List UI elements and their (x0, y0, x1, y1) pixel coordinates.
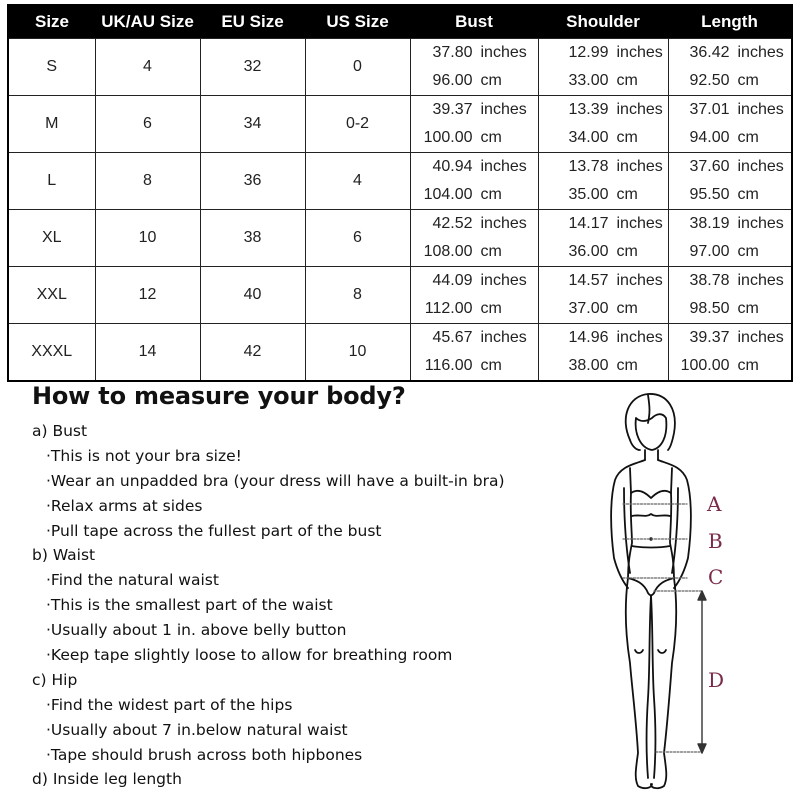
cm-value: 98.50 (689, 300, 730, 317)
cell-eu: 34 (200, 96, 305, 153)
inches-value: 42.52 (432, 215, 473, 232)
inches-line (669, 96, 792, 124)
cm-line (539, 295, 668, 323)
cm-value: 36.00 (568, 243, 609, 260)
cm-unit: cm (616, 243, 638, 260)
cell-eu: 32 (200, 39, 305, 96)
inches-unit: inches (737, 215, 784, 232)
cm-line (669, 352, 792, 380)
bullet-item: ·This is the smallest part of the waist (46, 596, 333, 615)
how-to-measure-section (32, 378, 592, 792)
cm-value: 92.50 (689, 72, 730, 89)
inches-value: 37.80 (432, 44, 473, 61)
bullet-item: ·Find the natural waist (46, 571, 219, 590)
cm-unit: cm (480, 186, 502, 203)
cm-unit: cm (737, 129, 759, 146)
inches-line (411, 39, 538, 67)
inches-value: 38.78 (689, 272, 730, 289)
table-row (8, 153, 792, 210)
header-bust: Bust (410, 5, 538, 39)
section-hip-label: c) Hip (32, 670, 78, 689)
section-inside-leg-label: d) Inside leg length (32, 770, 182, 789)
inches-value: 39.37 (689, 329, 730, 346)
cm-unit: cm (480, 129, 502, 146)
inches-unit: inches (616, 44, 663, 61)
inches-unit: inches (480, 101, 527, 118)
inches-line (539, 210, 668, 238)
label-b-waist: B (708, 529, 723, 553)
inches-value: 13.78 (568, 158, 609, 175)
cm-unit: cm (616, 186, 638, 203)
cell-length (668, 96, 792, 153)
cell-eu: 42 (200, 324, 305, 382)
label-d-inside-leg: D (708, 668, 725, 692)
bullet-item: ·Wear an unpadded bra (your dress will have a built-in bra) (46, 471, 505, 490)
inches-unit: inches (616, 158, 663, 175)
cm-line (669, 181, 792, 209)
inches-value: 14.96 (568, 329, 609, 346)
cm-unit: cm (737, 357, 759, 374)
cell-uk-au: 14 (95, 324, 200, 382)
inches-unit: inches (616, 215, 663, 232)
cm-value: 100.00 (423, 129, 473, 146)
inches-value: 36.42 (689, 44, 730, 61)
inches-value: 44.09 (432, 272, 473, 289)
section-waist-label: b) Waist (32, 546, 96, 565)
inches-value: 12.99 (568, 44, 609, 61)
cell-us: 4 (305, 153, 410, 210)
cm-unit: cm (616, 300, 638, 317)
cell-us: 0 (305, 39, 410, 96)
table-row (8, 267, 792, 324)
inches-value: 39.37 (432, 101, 473, 118)
inches-value: 13.39 (568, 101, 609, 118)
cell-eu: 36 (200, 153, 305, 210)
cm-line (411, 124, 538, 152)
bullet-item: ·Relax arms at sides (46, 496, 203, 515)
inches-line (539, 39, 668, 67)
table-header-row (8, 5, 792, 39)
cm-unit: cm (737, 243, 759, 260)
table-row (8, 324, 792, 382)
inches-line (539, 267, 668, 295)
bullet-item: ·Find the widest part of the hips (46, 695, 293, 714)
cm-unit: cm (480, 243, 502, 260)
cell-us: 10 (305, 324, 410, 382)
cell-uk-au: 6 (95, 96, 200, 153)
inches-line (669, 324, 792, 352)
inches-unit: inches (480, 158, 527, 175)
cm-line (539, 181, 668, 209)
inches-line (539, 324, 668, 352)
cm-line (539, 238, 668, 266)
cell-eu: 40 (200, 267, 305, 324)
how-to-measure-title: How to measure your body? (32, 382, 406, 410)
cm-value: 35.00 (568, 186, 609, 203)
cell-bust (410, 324, 538, 382)
inches-line (669, 267, 792, 295)
cm-unit: cm (616, 129, 638, 146)
cm-unit: cm (480, 72, 502, 89)
cell-shoulder (538, 39, 668, 96)
cm-line (411, 352, 538, 380)
inches-unit: inches (480, 215, 527, 232)
cell-us: 0-2 (305, 96, 410, 153)
cm-line (539, 67, 668, 95)
inches-unit: inches (480, 272, 527, 289)
table-row (8, 39, 792, 96)
cm-line (411, 238, 538, 266)
inches-value: 45.67 (432, 329, 473, 346)
inches-unit: inches (616, 329, 663, 346)
cell-length (668, 324, 792, 382)
cell-uk-au: 4 (95, 39, 200, 96)
cm-line (411, 295, 538, 323)
inches-unit: inches (737, 158, 784, 175)
cell-uk-au: 10 (95, 210, 200, 267)
label-c-hip: C (708, 565, 724, 589)
cell-us: 8 (305, 267, 410, 324)
inches-value: 14.57 (568, 272, 609, 289)
cell-length (668, 267, 792, 324)
inches-unit: inches (480, 329, 527, 346)
cm-line (669, 238, 792, 266)
inches-line (411, 324, 538, 352)
inches-line (411, 153, 538, 181)
inches-value: 38.19 (689, 215, 730, 232)
label-a-bust: A (707, 492, 722, 516)
cell-shoulder (538, 153, 668, 210)
cell-size: L (8, 153, 95, 210)
cell-length (668, 39, 792, 96)
cell-us: 6 (305, 210, 410, 267)
bullet-item: ·Usually about 7 in.below natural waist (46, 720, 348, 739)
cell-bust (410, 153, 538, 210)
inches-line (669, 39, 792, 67)
cell-shoulder (538, 267, 668, 324)
table-row (8, 210, 792, 267)
header-us-size: US Size (305, 5, 410, 39)
bullet-item: ·Keep tape slightly loose to allow for breathing room (46, 646, 453, 665)
inches-unit: inches (480, 44, 527, 61)
cell-bust (410, 267, 538, 324)
female-figure-illustration (590, 388, 750, 798)
header-length: Length (668, 5, 792, 39)
cm-line (411, 67, 538, 95)
cell-length (668, 210, 792, 267)
cm-value: 104.00 (423, 186, 473, 203)
cm-line (411, 181, 538, 209)
size-chart-table (7, 4, 793, 382)
cm-line (669, 295, 792, 323)
cell-uk-au: 8 (95, 153, 200, 210)
bullet-item: ·Tape should brush across both hipbones (46, 745, 363, 764)
inches-value: 37.01 (689, 101, 730, 118)
cm-value: 116.00 (424, 357, 473, 374)
cm-value: 96.00 (432, 72, 473, 89)
cm-line (669, 124, 792, 152)
cell-size: XXL (8, 267, 95, 324)
table-row (8, 96, 792, 153)
inches-line (669, 153, 792, 181)
inches-line (411, 267, 538, 295)
inches-unit: inches (737, 44, 784, 61)
cm-value: 94.00 (689, 129, 730, 146)
bullet-item: ·Pull tape across the fullest part of the bust (46, 521, 382, 540)
cell-length (668, 153, 792, 210)
inches-unit: inches (616, 272, 663, 289)
cell-shoulder (538, 210, 668, 267)
inches-line (411, 96, 538, 124)
cm-unit: cm (480, 357, 502, 374)
cell-shoulder (538, 324, 668, 382)
cell-bust (410, 210, 538, 267)
inches-value: 14.17 (568, 215, 609, 232)
cm-unit: cm (737, 186, 759, 203)
cm-value: 112.00 (424, 300, 473, 317)
cm-unit: cm (737, 300, 759, 317)
cm-value: 108.00 (423, 243, 473, 260)
cm-value: 95.50 (689, 186, 730, 203)
cm-value: 97.00 (689, 243, 730, 260)
cell-size: S (8, 39, 95, 96)
inches-value: 40.94 (432, 158, 473, 175)
inches-line (539, 96, 668, 124)
header-eu-size: EU Size (200, 5, 305, 39)
section-bust-label: a) Bust (32, 422, 88, 440)
header-uk-au-size: UK/AU Size (95, 5, 200, 39)
inches-value: 37.60 (689, 158, 730, 175)
cm-value: 100.00 (680, 357, 730, 374)
cell-size: M (8, 96, 95, 153)
cm-value: 34.00 (568, 129, 609, 146)
cm-line (669, 67, 792, 95)
cm-value: 37.00 (568, 300, 609, 317)
bullet-item: ·This is not your bra size! (46, 446, 242, 465)
cm-unit: cm (737, 72, 759, 89)
cell-size: XXXL (8, 324, 95, 382)
inches-line (411, 210, 538, 238)
cell-eu: 38 (200, 210, 305, 267)
bullet-item: ·Usually about 1 in. above belly button (46, 621, 347, 640)
cm-value: 33.00 (568, 72, 609, 89)
cm-value: 38.00 (568, 357, 609, 374)
inches-line (669, 210, 792, 238)
header-size: Size (8, 5, 95, 39)
inches-unit: inches (737, 329, 784, 346)
cell-uk-au: 12 (95, 267, 200, 324)
inches-unit: inches (737, 101, 784, 118)
inches-line (539, 153, 668, 181)
cm-unit: cm (616, 72, 638, 89)
cm-line (539, 352, 668, 380)
cell-bust (410, 96, 538, 153)
inches-unit: inches (616, 101, 663, 118)
body-measurement-figure (590, 388, 750, 798)
cm-unit: cm (616, 357, 638, 374)
header-shoulder: Shoulder (538, 5, 668, 39)
cm-unit: cm (480, 300, 502, 317)
cm-line (539, 124, 668, 152)
cell-size: XL (8, 210, 95, 267)
cell-shoulder (538, 96, 668, 153)
cell-bust (410, 39, 538, 96)
inches-unit: inches (737, 272, 784, 289)
